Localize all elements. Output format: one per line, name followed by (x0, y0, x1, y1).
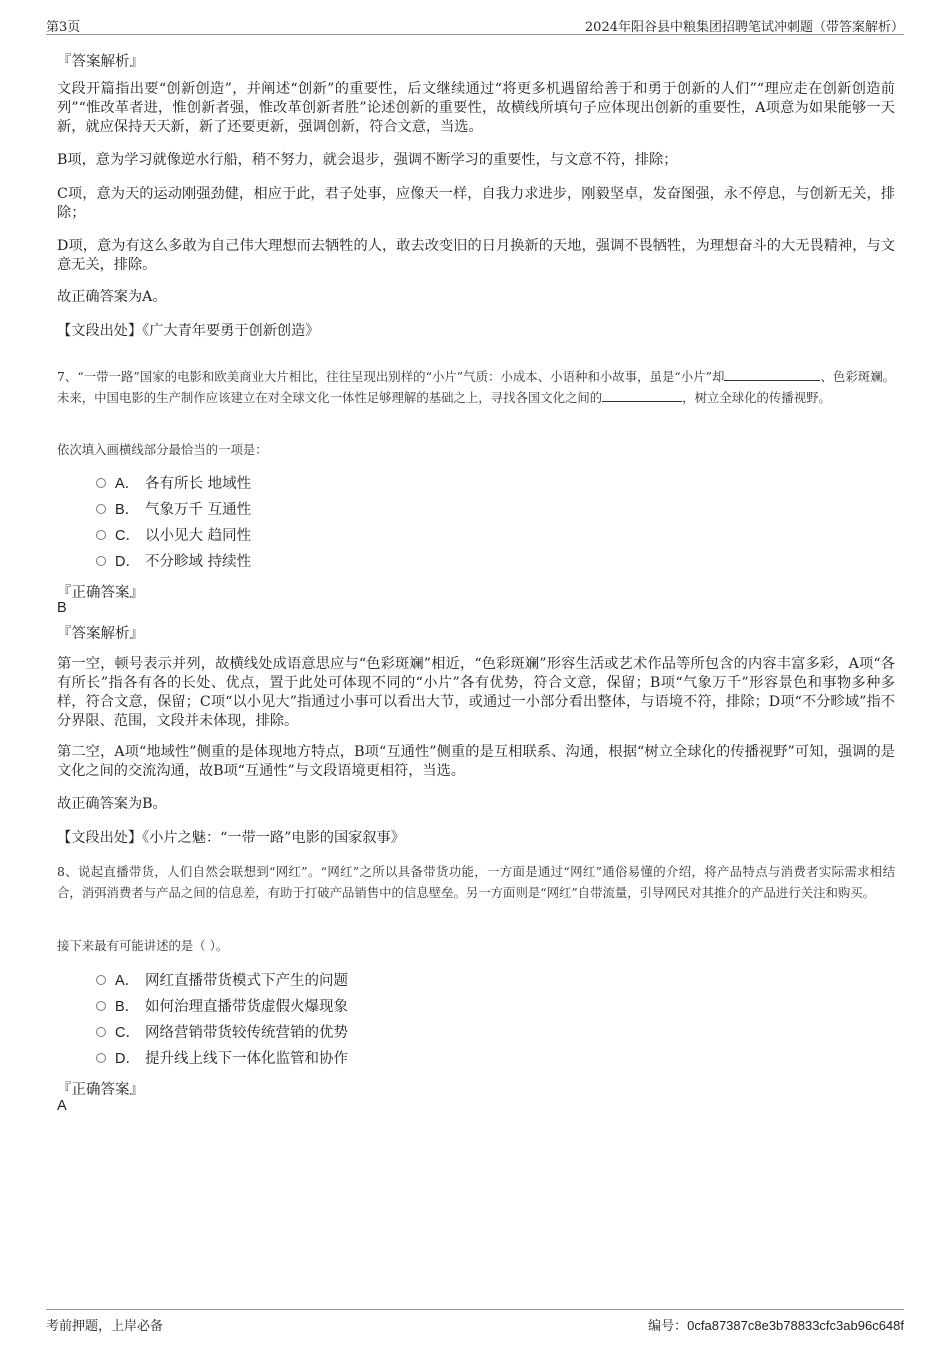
answer-value: A (57, 1098, 67, 1114)
conclusion: 故正确答案为A。 (57, 289, 167, 305)
document-code: 编号：0cfa87387c8e3b78833cfc3ab96c648f (648, 1318, 904, 1334)
blank-line (602, 388, 682, 402)
option-b[interactable]: B． 如何治理直播带货虚假火爆现象 (96, 997, 348, 1017)
analysis-paragraph: 第二空，A项“地域性”侧重的是体现地方特点，B项“互通性”侧重的是互相联系、沟通，根据“树立全球化的传播视野”可知，强调的是文化之间的交流沟通，故B项“互通性”与文段语境更相符，当选。 (57, 744, 895, 779)
option-a[interactable]: A． 各有所长 地域性 (96, 474, 251, 494)
page-footer (46, 1309, 904, 1334)
source-note: 【文段出处】《广大青年要勇于创新创造》 (57, 323, 320, 339)
option-b[interactable]: B． 气象万千 互通性 (96, 500, 251, 520)
radio-icon[interactable] (96, 1001, 106, 1011)
radio-icon[interactable] (96, 504, 106, 514)
analysis-paragraph: 第一空，顿号表示并列，故横线处成语意思应与“色彩斑斓”相近，“色彩斑斓”形容生活或艺术作品等所包含的内容丰富多彩，A项“各有所长”指各有各的长处、优点，置于此处可体现不同的“小片”各有优势，符合文意，保留；B项“气象万千”形容景色和事物多种多样，符合文意，保留；C项“以小见大”指通过小事可以看出大节，或通过一小部分看出整体，与语境不符，排除；D项“不分畛域”指不分界限、范围，文段并未体现，排除。 (57, 656, 895, 729)
conclusion: 故正确答案为B。 (57, 796, 167, 812)
option-d[interactable]: D． 提升线上线下一体化监管和协作 (96, 1049, 348, 1069)
document-title: 2024年阳谷县中粮集团招聘笔试冲刺题（带答案解析） (584, 20, 904, 35)
analysis-paragraph: 文段开篇指出要“创新创造”，并阐述“创新”的重要性，后文继续通过“将更多机遇留给善于和勇于创新的人们”“理应走在创新创造前列”“惟改革者进，惟创新者强，惟改革创新者胜”论述创新的重要性，故横线所填句子应体现出创新的重要性，A项意为如果能够一天新，就应保持天天新，新了还要更新，强调创新，符合文意，当选。 (57, 81, 895, 135)
answer-value: B (57, 600, 67, 616)
analysis-paragraph: B项，意为学习就像逆水行船，稍不努力，就会退步，强调不断学习的重要性，与文意不符，排除； (57, 152, 678, 168)
answer-label: 『正确答案』 (57, 1082, 144, 1098)
analysis-label: 『答案解析』 (57, 626, 144, 642)
source-note: 【文段出处】《小片之魅：“一带一路”电影的国家叙事》 (57, 830, 405, 846)
question-stem: 7、“一带一路”国家的电影和欧美商业大片相比，往往呈现出别样的“小片”气质：小成本、小语种和小故事，虽是“小片”却 、色彩斑斓。未来，中国电影的生产制作应该建立在对全球文化一体性足够理解的基础之上，寻找各国文化之间的 ，树立全球化的传播视野。 (57, 369, 896, 405)
radio-icon[interactable] (96, 530, 106, 540)
question-stem: 8、说起直播带货，人们自然会联想到“网红”。“网红”之所以具备带货功能，一方面是通过“网红”通俗易懂的介绍，将产品特点与消费者实际需求相结合，消弭消费者与产品之间的信息差，有助于打破产品销售中的信息壁垒。另一方面则是“网红”自带流量，引导网民对其推介的产品进行关注和购买。 (57, 864, 895, 900)
question-prompt: 接下来最有可能讲述的是（ ）。 (57, 938, 229, 953)
question-prompt: 依次填入画横线部分最恰当的一项是： (57, 442, 268, 457)
footer-slogan: 考前押题，上岸必备 (46, 1319, 164, 1334)
radio-icon[interactable] (96, 1027, 106, 1037)
page-header (46, 14, 904, 35)
option-c[interactable]: C． 以小见大 趋同性 (96, 526, 251, 546)
option-a[interactable]: A． 网红直播带货模式下产生的问题 (96, 971, 348, 991)
answer-label: 『正确答案』 (57, 585, 144, 601)
option-d[interactable]: D． 不分畛域 持续性 (96, 552, 251, 572)
radio-icon[interactable] (96, 975, 106, 985)
analysis-paragraph: C项，意为天的运动刚强劲健，相应于此，君子处事，应像天一样，自我力求进步，刚毅坚卓，发奋图强，永不停息，与创新无关，排除； (57, 186, 895, 221)
page-number: 第3页 (46, 20, 81, 35)
radio-icon[interactable] (96, 478, 106, 488)
option-c[interactable]: C． 网络营销带货较传统营销的优势 (96, 1023, 348, 1043)
radio-icon[interactable] (96, 556, 106, 566)
radio-icon[interactable] (96, 1053, 106, 1063)
analysis-label: 『答案解析』 (57, 54, 144, 70)
blank-line (724, 367, 820, 381)
analysis-paragraph: D项，意为有这么多敢为自己伟大理想而去牺牲的人，敢去改变旧的日月换新的天地，强调不畏牺牲，为理想奋斗的大无畏精神，与文意无关，排除。 (57, 238, 895, 273)
